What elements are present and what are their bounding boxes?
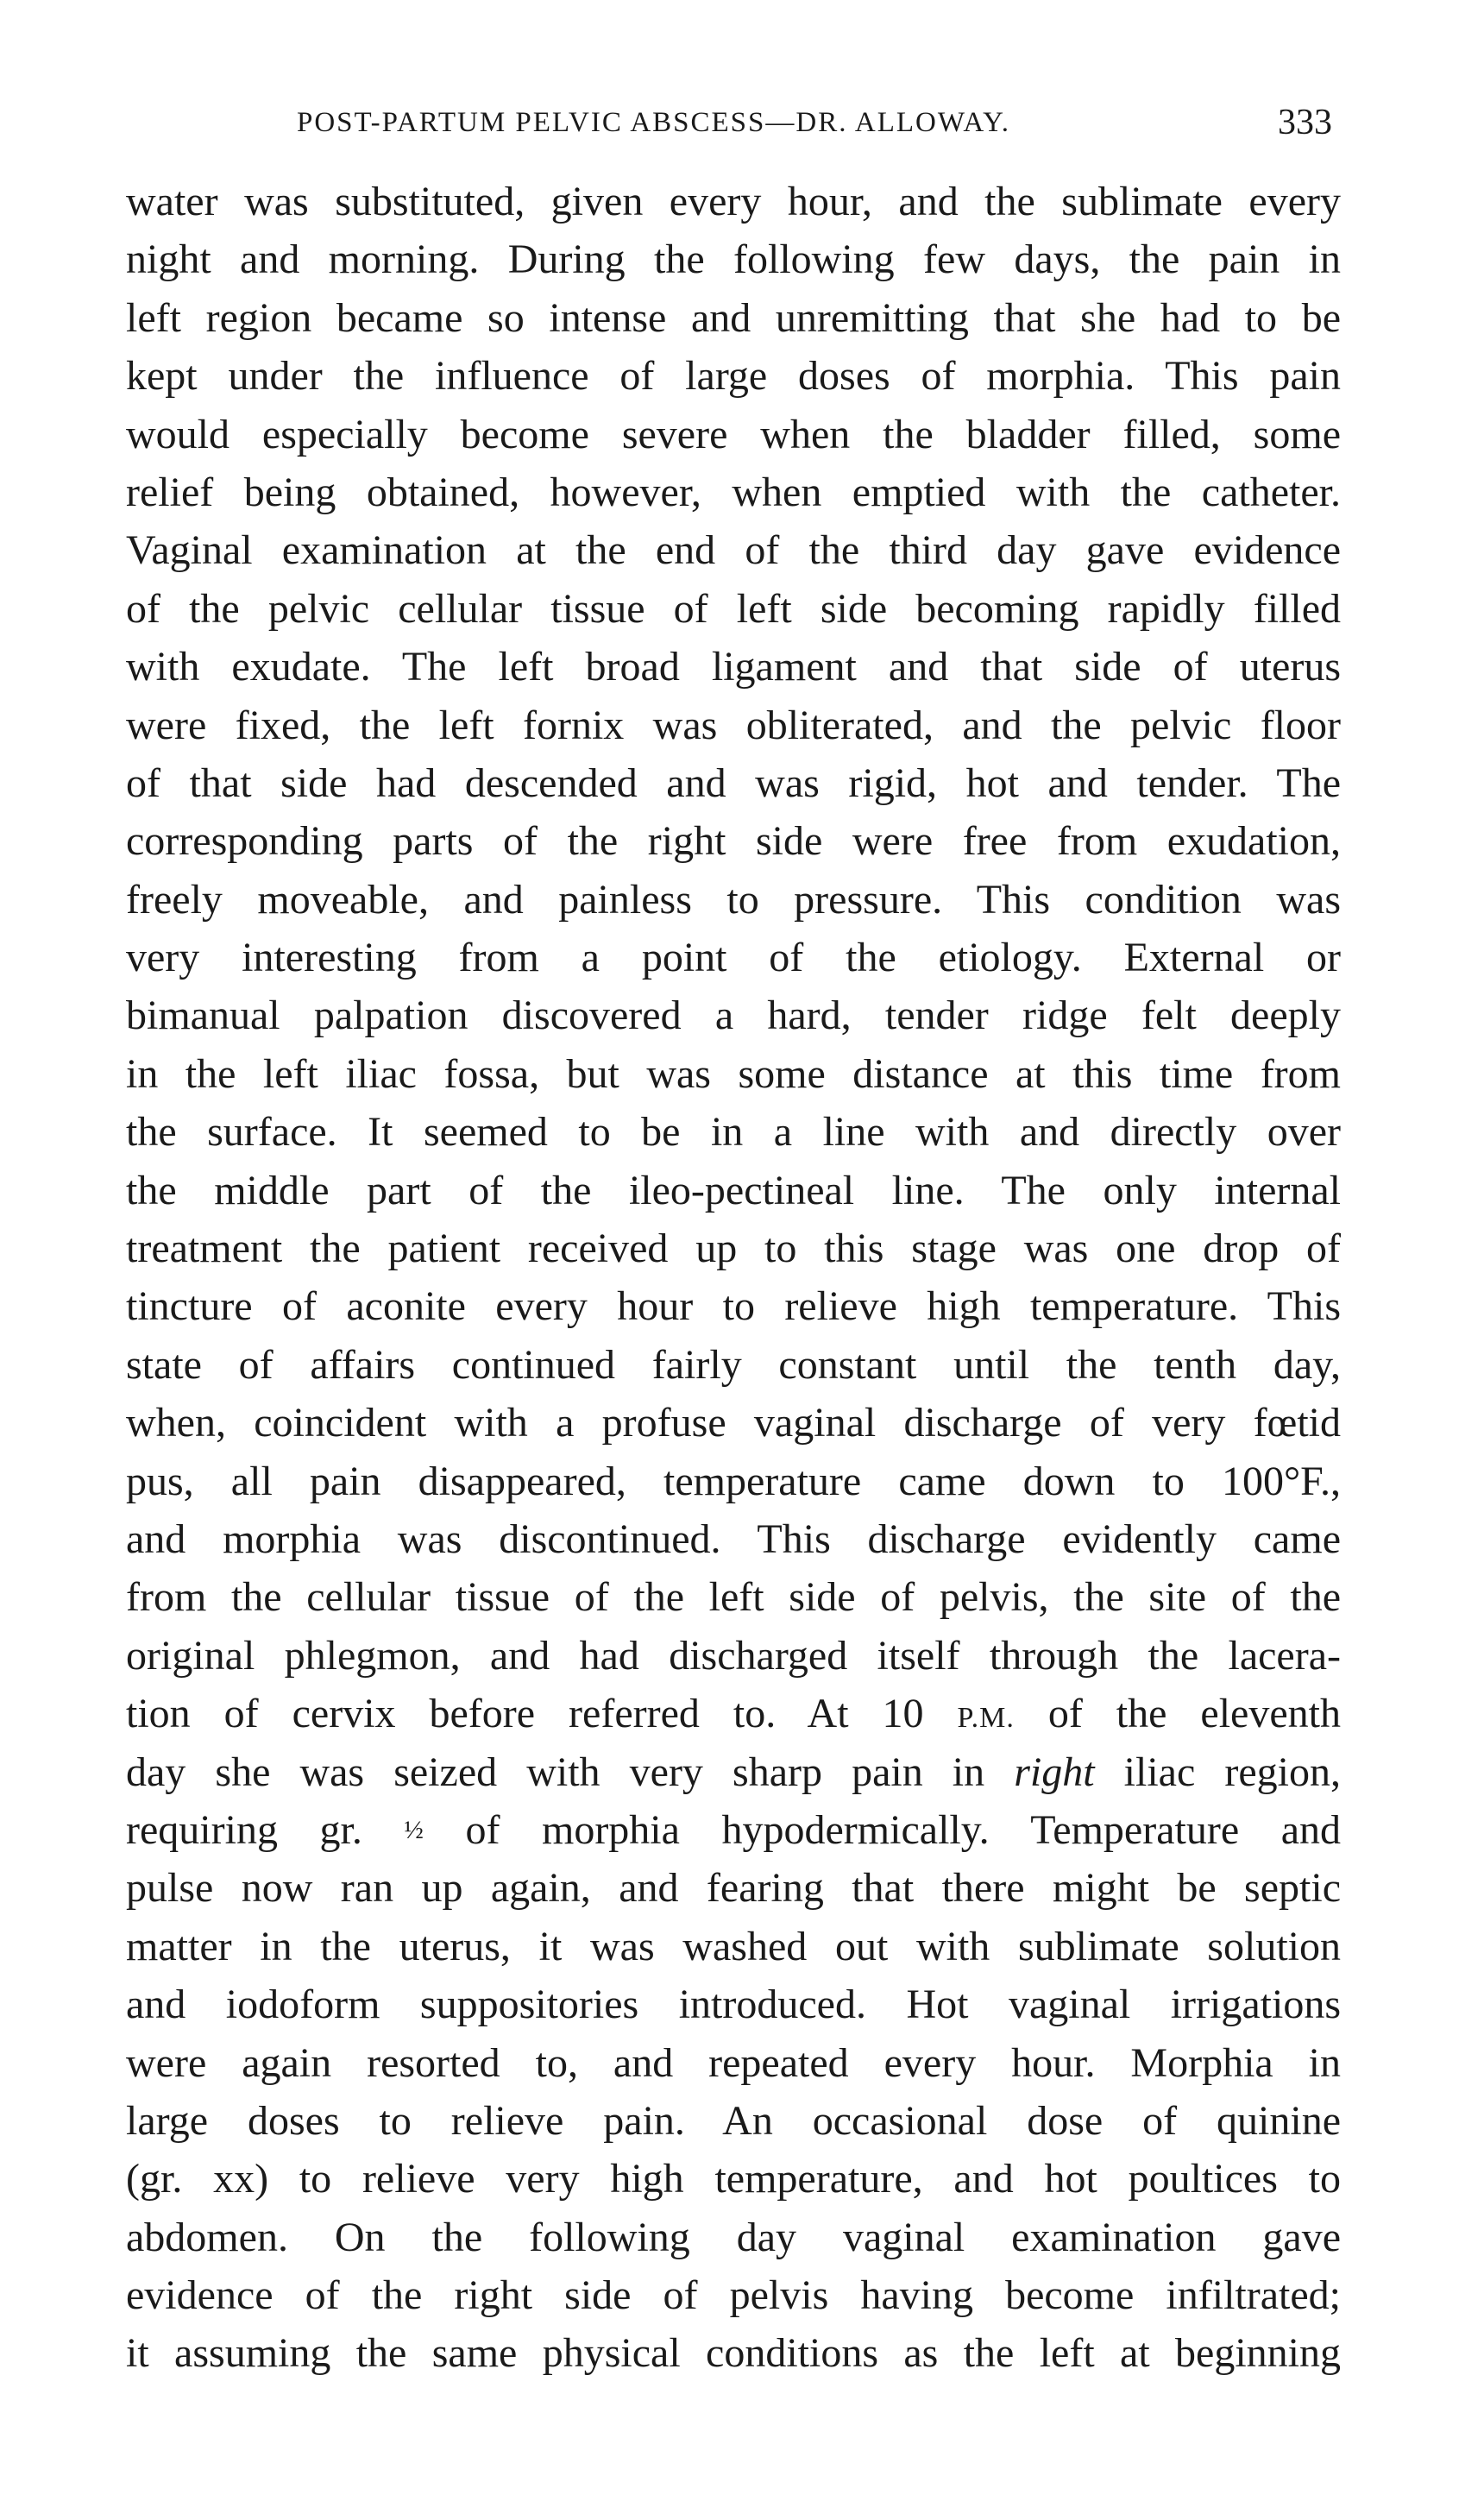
text-segment: iliac region, (1094, 1748, 1341, 1795)
text-line: freely moveable, and painless to pressure. This condition was (126, 876, 1341, 923)
page-number: 333 (1278, 103, 1332, 142)
text-line: large doses to relieve pain. An occasional dose of quinine (126, 2097, 1341, 2144)
text-line: it assuming the same physical conditions as the left at beginning (126, 2330, 1341, 2377)
text-line: pulse now ran up again, and fearing that there might be septic (126, 1865, 1341, 1912)
text-segment: of morphia hypodermically. Temperature and (423, 1806, 1341, 1853)
text-line: and morphia was discontinued. This discharge evidently came (126, 1515, 1341, 1562)
text-segment: tion of cervix before referred to. At 10 (126, 1691, 958, 1737)
text-line: kept under the influence of large doses of morphia. This pain (126, 353, 1341, 400)
text-line (126, 1743, 1341, 1801)
text-line: (gr. xx) to relieve very high temperature, and hot poultices to (126, 2156, 1341, 2202)
text-line: very interesting from a point of the etiology. External or (126, 935, 1341, 981)
text-line: would especially become severe when the bladder filled, some (126, 411, 1341, 457)
text-line (126, 1685, 1341, 1742)
text-line: of that side had descended and was rigid, hot and tender. The (126, 759, 1341, 806)
text-line: state of affairs continued fairly constant until the tenth day, (126, 1341, 1341, 1388)
text-line: water was substituted, given every hour, and the sublimate every (126, 179, 1341, 224)
text-line: were fixed, the left fornix was obliterated, and the pelvic floor (126, 702, 1341, 748)
text-line: night and morning. During the following few days, the pain in (126, 236, 1341, 283)
text-line: relief being obtained, however, when emptied with the catheter. (126, 469, 1341, 515)
text-line (126, 1801, 1341, 1859)
text-line: the middle part of the ileo-pectineal line. The only internal (126, 1167, 1341, 1213)
text-line: the surface. It seemed to be in a line with and directly over (126, 1109, 1341, 1156)
text-line: tincture of aconite every hour to relieve high temperature. This (126, 1283, 1341, 1330)
text-line: matter in the uterus, it was washed out with sublimate solution (126, 1923, 1341, 1969)
running-title: POST-PARTUM PELVIC ABSCESS—DR. ALLOWAY. (297, 107, 1011, 138)
text-line: of the pelvic cellular tissue of left side becoming rapidly filled (126, 585, 1341, 632)
text-segment: requiring gr. (126, 1806, 405, 1853)
text-line: evidence of the right side of pelvis having become infiltrated; (126, 2272, 1341, 2319)
text-line: left region became so intense and unremitting that she had to be (126, 294, 1341, 341)
text-line: pus, all pain disappeared, temperature came down to 100°F., (126, 1458, 1341, 1504)
fraction: ½ (404, 1815, 424, 1844)
text-line: were again resorted to, and repeated every hour. Morphia in (126, 2039, 1341, 2086)
text-segment: day she was seized with very sharp pain in (126, 1748, 1015, 1795)
text-segment: of the eleventh (1014, 1691, 1342, 1737)
text-line: in the left iliac fossa, but was some distance at this time from (126, 1050, 1341, 1097)
time-abbreviation: P.M. (957, 1702, 1015, 1735)
text-line: Vaginal examination at the end of the third day gave evidence (126, 527, 1341, 574)
text-line: corresponding parts of the right side were free from exudation, (126, 818, 1341, 865)
body-text (126, 173, 1341, 2383)
text-line: abdomen. On the following day vaginal examination gave (126, 2214, 1341, 2260)
text-line: treatment the patient received up to this stage was one drop of (126, 1225, 1341, 1272)
text-line: bimanual palpation discovered a hard, tender ridge felt deeply (126, 992, 1341, 1039)
text-line: from the cellular tissue of the left side of pelvis, the site of the (126, 1574, 1341, 1621)
italic-emphasis: right (1014, 1748, 1095, 1795)
running-head (297, 97, 1332, 148)
text-line: with exudate. The left broad ligament and that side of uterus (126, 644, 1341, 690)
text-line: and iodoform suppositories introduced. Hot vaginal irrigations (126, 1982, 1341, 2028)
text-line: when, coincident with a profuse vaginal discharge of very fœtid (126, 1400, 1341, 1446)
text-line: original phlegmon, and had discharged itself through the lacera- (126, 1632, 1341, 1679)
